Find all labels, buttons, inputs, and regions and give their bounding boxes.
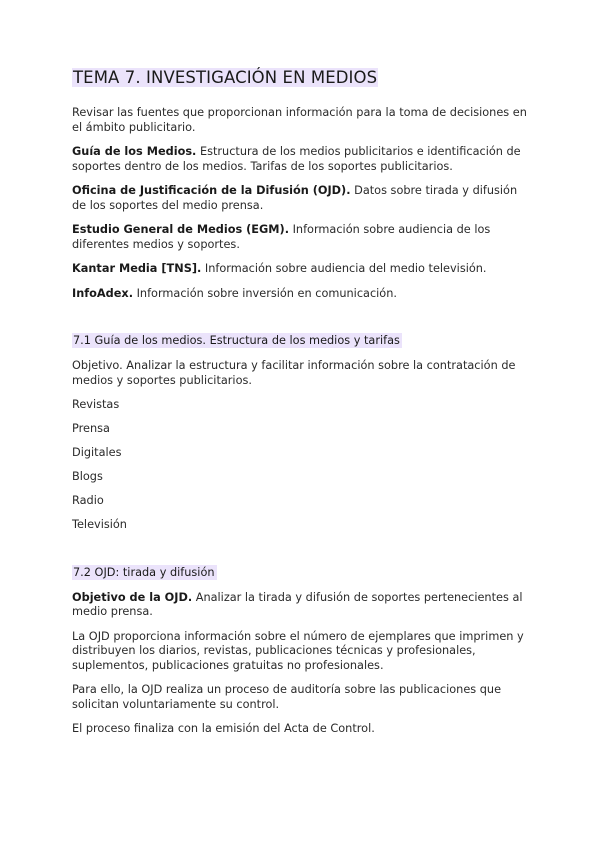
list-item: Digitales	[72, 446, 122, 460]
section-heading-7-2: 7.2 OJD: tirada y difusión	[73, 565, 215, 579]
source-ojd: Oficina de Justificación de la Difusión (OJD). Datos sobre tirada y difusión de los soportes del medio prensa.	[72, 184, 518, 212]
section2-paragraph: La OJD proporciona información sobre el número de ejemplares que imprimen y distribuyen los diarios, revistas, publicaciones técnicas y profesionales, suplementos, publicaciones gratuitas no profesionales.	[72, 629, 524, 672]
source-infoadex: InfoAdex. Información sobre inversión en comunicación.	[72, 286, 397, 300]
page-title: TEMA 7. INVESTIGACIÓN EN MEDIOS	[73, 68, 378, 87]
list-item: Prensa	[72, 422, 110, 436]
section-heading-7-1: 7.1 Guía de los medios. Estructura de los medios y tarifas	[73, 334, 400, 347]
section1-objective: Objetivo. Analizar la estructura y facilitar información sobre la contratación de medios y soportes publicitarios.	[72, 359, 516, 387]
source-guia: Guía de los Medios. Estructura de los medios publicitarios e identificación de soportes dentro de los medios. Tarifas de los soportes publicitarios.	[72, 145, 521, 173]
section2-objective: Objetivo de la OJD. Analizar la tirada y difusión de soportes pertenecientes al medio prensa.	[72, 590, 523, 619]
source-egm: Estudio General de Medios (EGM). Información sobre audiencia de los diferentes medios y soportes.	[72, 223, 491, 251]
document-page	[72, 66, 532, 747]
source-kantar: Kantar Media [TNS]. Información sobre audiencia del medio televisión.	[72, 262, 487, 275]
list-item: Blogs	[72, 470, 103, 484]
media-list	[72, 398, 532, 533]
section2-paragraph: Para ello, la OJD realiza un proceso de auditoría sobre las publicaciones que solicitan voluntariamente su control.	[72, 683, 502, 711]
intro-paragraph: Revisar las fuentes que proporcionan información para la toma de decisiones en el ámbito publicitario.	[72, 106, 527, 134]
list-item: Radio	[72, 494, 104, 508]
list-item: Revistas	[72, 398, 120, 411]
section2-paragraph: El proceso finaliza con la emisión del Acta de Control.	[72, 722, 375, 736]
list-item: Televisión	[72, 518, 127, 532]
